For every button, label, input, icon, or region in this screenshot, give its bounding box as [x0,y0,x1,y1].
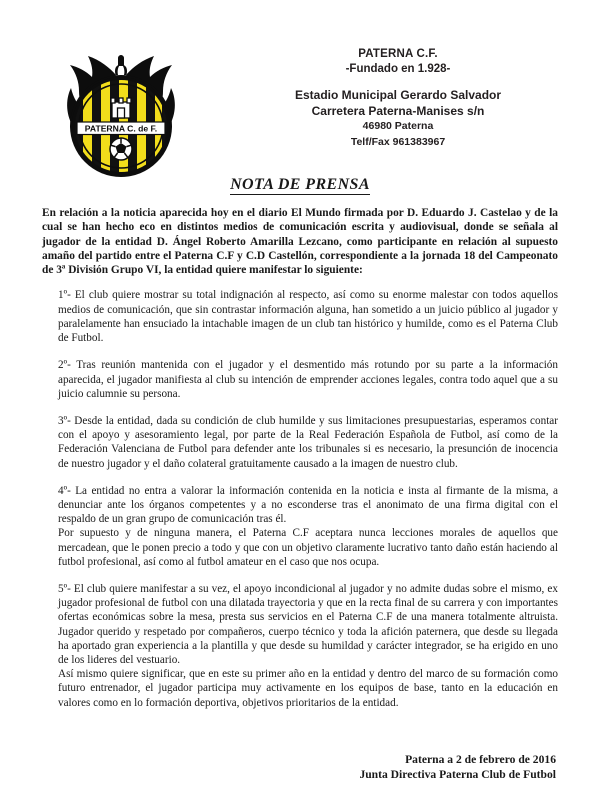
address-phone: Telf/Fax 961383967 [350,135,446,148]
lead-paragraph: En relación a la noticia aparecida hoy en el diario El Mundo firmada por D. Eduardo J. Castelao y de la cual se han hecho eco en distintos medios de comunicación escrita y audiovisual, donde se señala al jugador de la entidad D. Ángel Roberto Amarilla Lezcano, como participante en relación al supuesto amaño del partido entre el Paterna C.F y C.D Castellón, correspondiente a la jornada 18 del Campeonato de 3ª División Grupo VI, la entidad quiere manifestar lo siguiente: [42,207,558,277]
clause-paragraph: Por supuesto y de ninguna manera, el Paterna C.F aceptara nunca lecciones morales de aquellos que mercadean, que le ponen precio a todo y que con un objetivo claramente lucrativo tanto daño están haciendo al futbol profesional, así como al futbol amateur en el caso que nos ocupa. [58,527,558,568]
document-body [0,206,600,723]
clause-paragraph: 1º- El club quiere mostrar su total indignación al respecto, así como su enorme malestar con todos aquellos medios de comunicación, que sin contrastar información alguna, han sometido a un juicio público al jugador y paralelamente han ensuciado la intachable imagen de un club tan histórico y humilde, como es el Paterna Club de Futbol. [58,289,558,345]
signoff-place-date: Paterna a 2 de febrero de 2016 [405,753,556,766]
clause-item [58,358,558,401]
address-city: 46980 Paterna [362,120,434,132]
address-stadium: Estadio Municipal Gerardo Salvador [294,88,502,102]
letterhead [0,42,600,182]
organization-details [268,47,528,150]
clause-item [58,288,558,345]
svg-text:PATERNA C. de F.: PATERNA C. de F. [84,123,158,134]
address-block [268,88,528,150]
clause-item [58,484,558,569]
organization-name: PATERNA C.F. [358,48,438,60]
clause-paragraph: Así mismo quiere significar, que en este su primer año en la entidad y dentro del marco de su formación como futuro entrenador, el jugador participa muy activamente en los equipos de base, tanto en la educación en valores como en lo formación deportiva, objetivos prioritarios de la entidad. [58,668,558,709]
clause-item [58,414,558,471]
clause-item [58,582,558,710]
founded-year: -Fundado en 1.928- [345,63,451,75]
signoff-signatory: Junta Directiva Paterna Club de Futbol [359,768,556,781]
page-title-text: NOTA DE PRENSA [230,176,370,193]
clause-paragraph: 5º- El club quiere manifestar a su vez, el apoyo incondicional al jugador y no admite dudas sobre el mismo, ex jugador profesional de futbol con una dilatada trayectoria y que en la recta final de su carrera y con importantes ofertas económicas sobre la mesa, presta sus servicios en el Paterna C.F de una manera totalmente altruista. Jugador querido y respetado por compañeros, cuerpo técnico y toda la afición paternera, que desde su llegada ha aportado gran experiencia a la plantilla y que desde su humildad y carácter integrador, se ha erigido en uno de los lideres del vestuario. [58,582,558,666]
address-street: Carretera Paterna-Manises s/n [311,103,485,118]
clause-list [58,288,558,709]
clause-paragraph: 2º- Tras reunión mantenida con el jugador y el desmentido más rotundo por su parte a la información aparecida, el jugador manifiesta al club su intención de emprender acciones legales, contra todo aquel que a su juicio calumnie su persona. [58,359,558,400]
paterna-cf-crest-icon [48,44,194,184]
signoff-block [0,752,600,782]
clause-paragraph: 3º- Desde la entidad, dada su condición de club humilde y sus limitaciones presupuestarias, esperamos contar con el apoyo y asesoramiento legal, por parte de la Real Federación Española de Futbol, así como de la Federación Valenciana de Futbol para defender ante los tribunales si es necesario, la presunción de inocencia de nuestro jugador y el daño colateral gratuitamente causado a la imagen de nuestro club. [58,414,558,470]
page-title [0,176,600,194]
clause-paragraph: 4º- La entidad no entra a valorar la información contenida en la noticia e insta al firmante de la misma, a denunciar ante los órganos competentes y a no esconderse tras el anonimato de una firma digital con el respaldo de un gran grupo de comunicación tras él. [58,484,558,526]
